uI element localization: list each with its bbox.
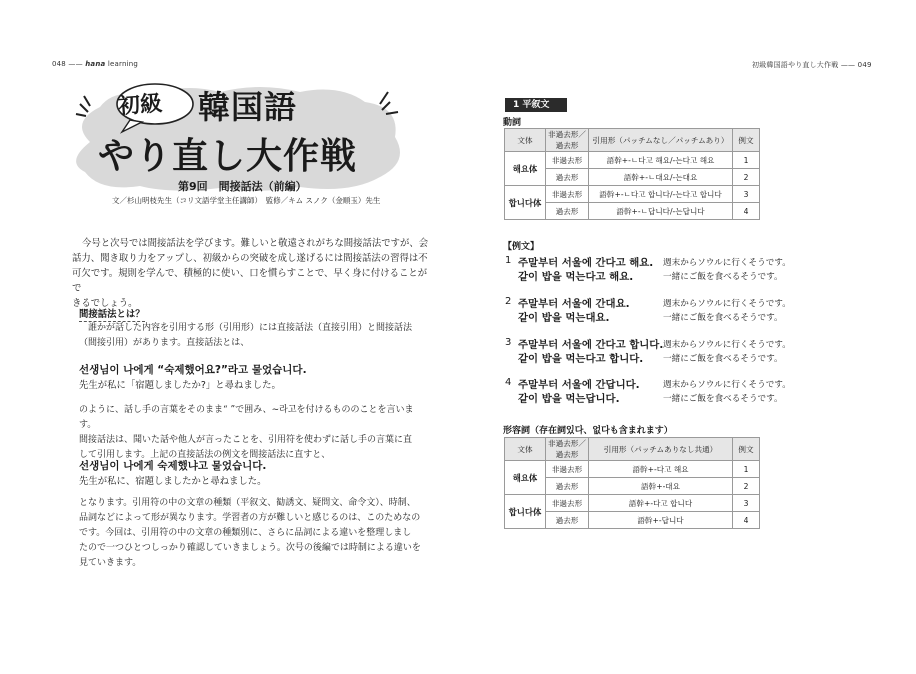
- example-ko-line: 같이 밥을 먹는답니다.: [518, 393, 620, 405]
- example-ko-line: 주말부터 서울에 간답니다.: [518, 379, 640, 391]
- adjective-table: [504, 437, 760, 529]
- table-row: 합니다体 非過去形 語幹+-다고 합니다 3: [505, 495, 760, 512]
- example-jp-line: 一緒にご飯を食べるそうです。: [663, 354, 783, 364]
- example-number: 4: [505, 377, 512, 388]
- verb-label: 動詞: [503, 118, 522, 128]
- table-header-row: 文体 非過去形／過去形 引用形（パッチムなし／パッチムあり） 例文: [505, 129, 760, 152]
- episode-title: 第9回 間接話法（前編）: [178, 180, 307, 193]
- direct-speech-example-jp: 先生が私に「宿題しましたか?」と尋ねました。: [79, 380, 281, 391]
- right-page-number: 049: [857, 61, 872, 69]
- example-jp-line: 一緒にご飯を食べるそうです。: [663, 272, 783, 282]
- example-jp-line: 一緒にご飯を食べるそうです。: [663, 313, 783, 323]
- example-ko-line: 주말부터 서울에 간다고 합니다.: [518, 339, 664, 351]
- table-row: 過去形 語幹+-답니다 4: [505, 512, 760, 529]
- table-row: 해요体 非過去形 語幹+-다고 해요 1: [505, 461, 760, 478]
- left-page-number: 048: [52, 60, 66, 68]
- table-row: 過去形 語幹+-대요 2: [505, 478, 760, 495]
- example-jp-line: 週末からソウルに行くそうです。: [663, 299, 791, 309]
- banner-yarinaoshi: やり直し大作戦: [98, 136, 358, 177]
- example-ko-line: 같이 밥을 먹는다고 해요.: [518, 271, 634, 283]
- table-row: 過去形 語幹+-ㄴ답니다/-는답니다 4: [505, 203, 760, 220]
- examples-label: 【例文】: [503, 242, 540, 252]
- section1-paragraph: 誰かが話した内容を引用する形（引用形）には直接話法（直接引用）と間接話法 （間接引用）があります。直接話法とは、: [79, 323, 413, 348]
- section2-paragraph: のように、話し手の言葉をそのまま“ ”で囲み、~라고を付けるもののことを言います。 間接話法は、聞いた話や他人が言ったことを、引用符を使わずに話し手の言葉に直 して引用します。上記の直接話法の例文を間接話法に直すと、: [79, 405, 414, 460]
- author-credit: 文／杉山明枝先生（コリ文語学堂主任講師） 監修／キム スノク（金順玉）先生: [112, 196, 381, 205]
- table-row: 해요体 非過去形 語幹+-ㄴ다고 해요/-는다고 해요 1: [505, 152, 760, 169]
- brand-suffix: learning: [107, 60, 139, 68]
- indirect-speech-example-ko: 선생님이 나에게 숙제했냐고 물었습니다.: [79, 460, 267, 472]
- example-number: 1: [505, 255, 512, 266]
- brand-name: hana: [85, 60, 106, 68]
- example-ko-line: 주말부터 서울에 간대요.: [518, 298, 630, 310]
- left-page-header: 048 —— hana learning: [52, 60, 139, 68]
- banner-kankokugo: 韓国語: [198, 88, 298, 126]
- indirect-speech-example-jp: 先生が私に、宿題しましたかと尋ねました。: [79, 476, 267, 487]
- table-row: 합니다体 非過去形 語幹+-ㄴ다고 합니다/-는다고 합니다 3: [505, 186, 760, 203]
- running-title: 初級韓国語やり直し大作戦: [752, 61, 839, 69]
- example-ko-line: 주말부터 서울에 간다고 해요.: [518, 257, 654, 269]
- section-tag: 1 平叙文: [505, 98, 567, 112]
- example-ko-line: 같이 밥을 먹는대요.: [518, 312, 610, 324]
- section3-paragraph: となります。引用符の中の文章の種類（平叙文、勧誘文、疑問文、命令文）、時制、 品詞などによって形が異なります。学習者の方が難しいと感じるのは、このためなの です。今回は、引用符の中の文章の種類別に、さらに品詞による違いを整理しまし たので一つひとつしっかり確認していきましょう。次号の後編では時制による違いを 見ていきます。: [79, 498, 421, 568]
- example-jp-line: 週末からソウルに行くそうです。: [663, 258, 791, 268]
- example-jp-line: 一緒にご飯を食べるそうです。: [663, 394, 783, 404]
- banner-shokyu: 初級: [117, 90, 163, 120]
- example-ko-line: 같이 밥을 먹는다고 합니다.: [518, 353, 644, 365]
- example-jp-line: 週末からソウルに行くそうです。: [663, 380, 791, 390]
- adjective-label: 形容詞（存在詞있다、없다も含まれます）: [503, 426, 673, 436]
- example-number: 2: [505, 296, 512, 307]
- direct-speech-example-ko: 선생님이 나에게 “숙제했어요?”라고 물었습니다.: [79, 364, 307, 376]
- verb-table: [504, 128, 760, 220]
- section-heading: 間接話法とは？: [79, 306, 145, 322]
- table-row: 過去形 語幹+-ㄴ대요/-는대요 2: [505, 169, 760, 186]
- intro-paragraph: 今号と次号では間接話法を学びます。難しいと敬遠されがちな間接話法ですが、会 話力、聞き取り力をアップし、初級からの突破を成し遂げるには間接話法の習得は不 可欠です。規則を学んで、積極的に使い、口を慣らすことで、早く身に付けることがで きるでしょう。: [72, 238, 429, 309]
- example-jp-line: 週末からソウルに行くそうです。: [663, 340, 791, 350]
- right-page-header: 初級韓国語やり直し大作戦 —— 049: [752, 61, 872, 69]
- table-header-row: 文体 非過去形／過去形 引用形（パッチムありなし共通） 例文: [505, 438, 760, 461]
- example-number: 3: [505, 337, 512, 348]
